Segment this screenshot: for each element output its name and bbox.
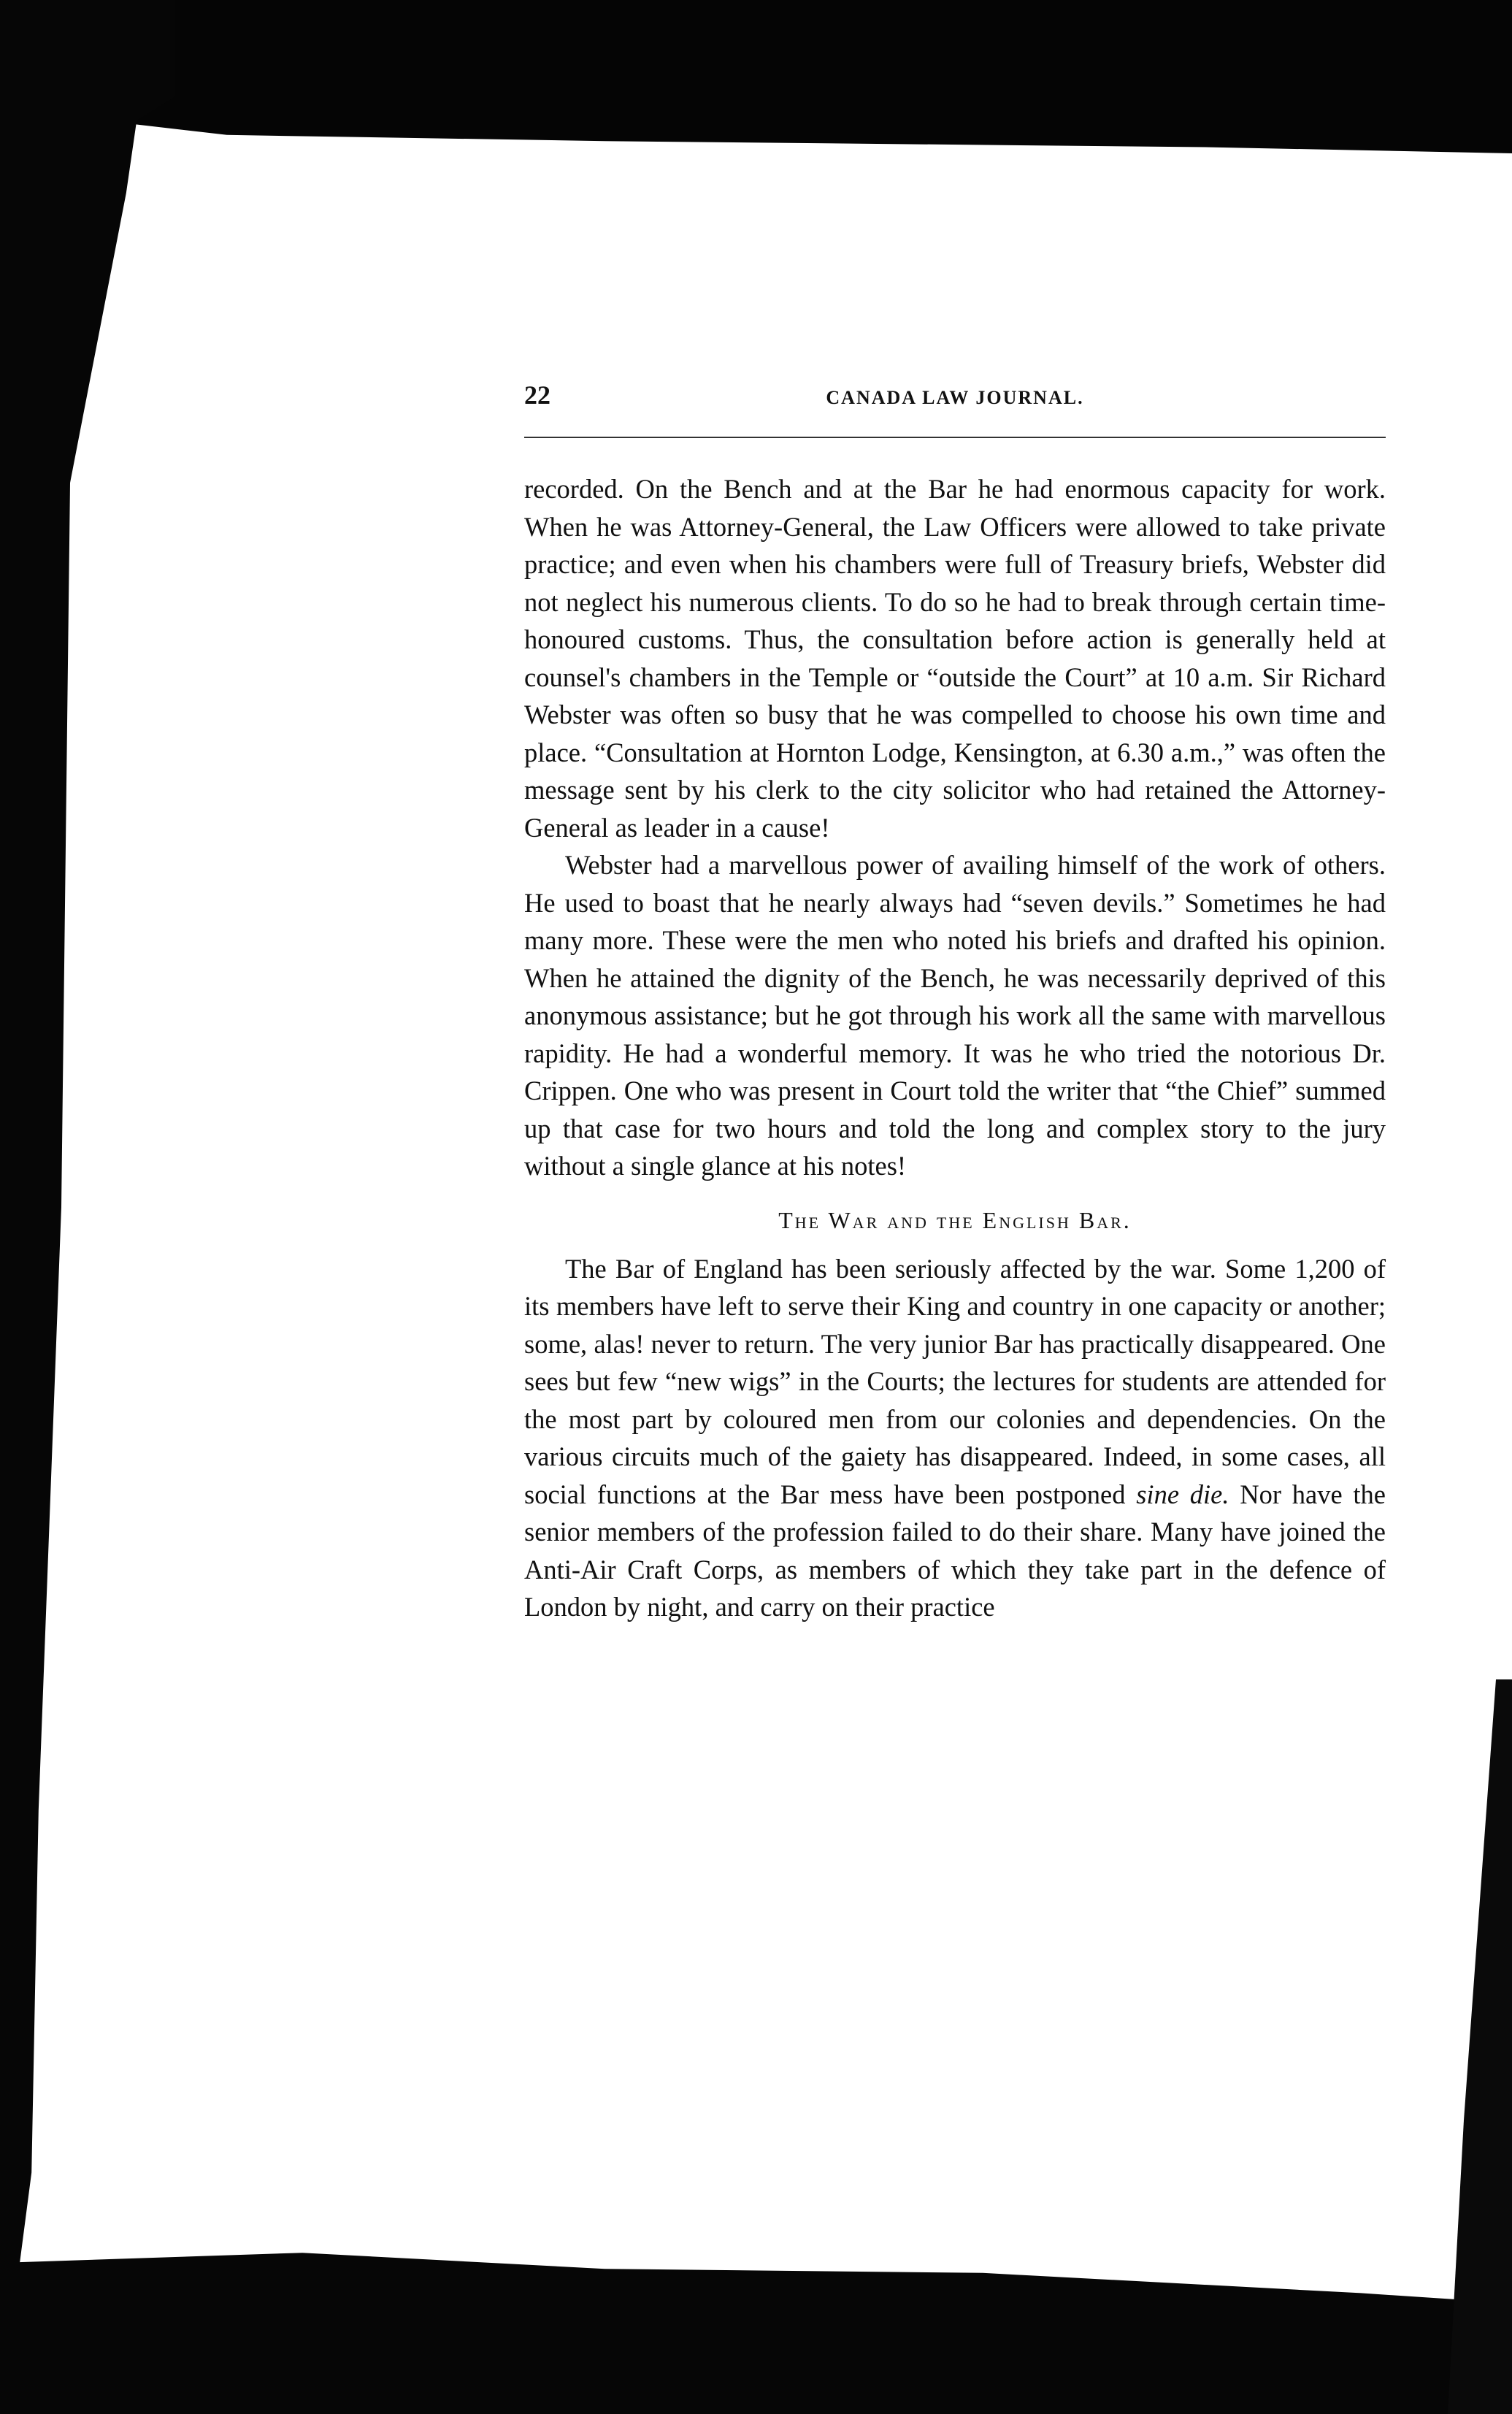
section-heading: The War and the English Bar.: [778, 1206, 1132, 1233]
paragraph-3-start: The Bar of England has been seriously affected by the war. Some 1,200 of its members have left to serve their King and country in one capacity or another; some, alas! never to return. The very junior Bar has practically disappeared. One sees but few “new wigs” in the Courts; the lectures for students are attended for the most part by coloured men from our colonies and dependencies. On the various circuits much of the gaiety has disappeared. Indeed, in some cases, all social functions at the Bar mess have been postponed: [524, 1253, 1386, 1509]
running-head: CANADA LAW JOURNAL.: [826, 387, 1084, 408]
page-header: [524, 380, 1386, 438]
scan-border-left: [0, 0, 175, 2414]
paragraph-3-end: Nor have the senior members of the profession failed to do their share. Many have joined the Anti-Air Craft Corps, as members of which they take part in the defence of London by night, and carry on their practice: [524, 1479, 1386, 1622]
page-number: 22: [524, 380, 550, 410]
journal-page: [524, 380, 1386, 1626]
scan-border-top: [0, 0, 1512, 153]
paragraph-3-italic: sine die.: [1136, 1479, 1229, 1509]
paragraph-1: recorded. On the Bench and at the Bar he had enormous capacity for work. When he was Attorney-General, the Law Officers were allowed to take private practice; and even when his chambers were full of Treasury briefs, Webster did not neglect his numerous clients. To do so he had to break through certain time-honoured customs. Thus, the consultation before action is generally held at counsel's chambers in the Temple or “outside the Court” at 10 a.m. Sir Richard Webster was often so busy that he was compelled to choose his own time and place. “Consultation at Hornton Lodge, Kensington, at 6.30 a.m.,” was often the message sent by his clerk to the city solicitor who had retained the Attorney-General as leader in a cause!: [524, 474, 1386, 843]
paragraph-2: Webster had a marvellous power of availing himself of the work of others. He used to boast that he nearly always had “seven devils.” Sometimes he had many more. These were the men who noted his briefs and drafted his opinion. When he attained the dignity of the Bench, he was necessarily deprived of this anonymous assistance; but he got through his work all the same with marvellous rapidity. He had a wonderful memory. It was he who tried the notorious Dr. Crippen. One who was present in Court told the writer that “the Chief” summed up that case for two hours and told the long and complex story to the jury without a single glance at his notes!: [524, 850, 1386, 1181]
scan-border-bottom: [0, 2212, 1512, 2414]
paragraph-3: [524, 1250, 1386, 1626]
